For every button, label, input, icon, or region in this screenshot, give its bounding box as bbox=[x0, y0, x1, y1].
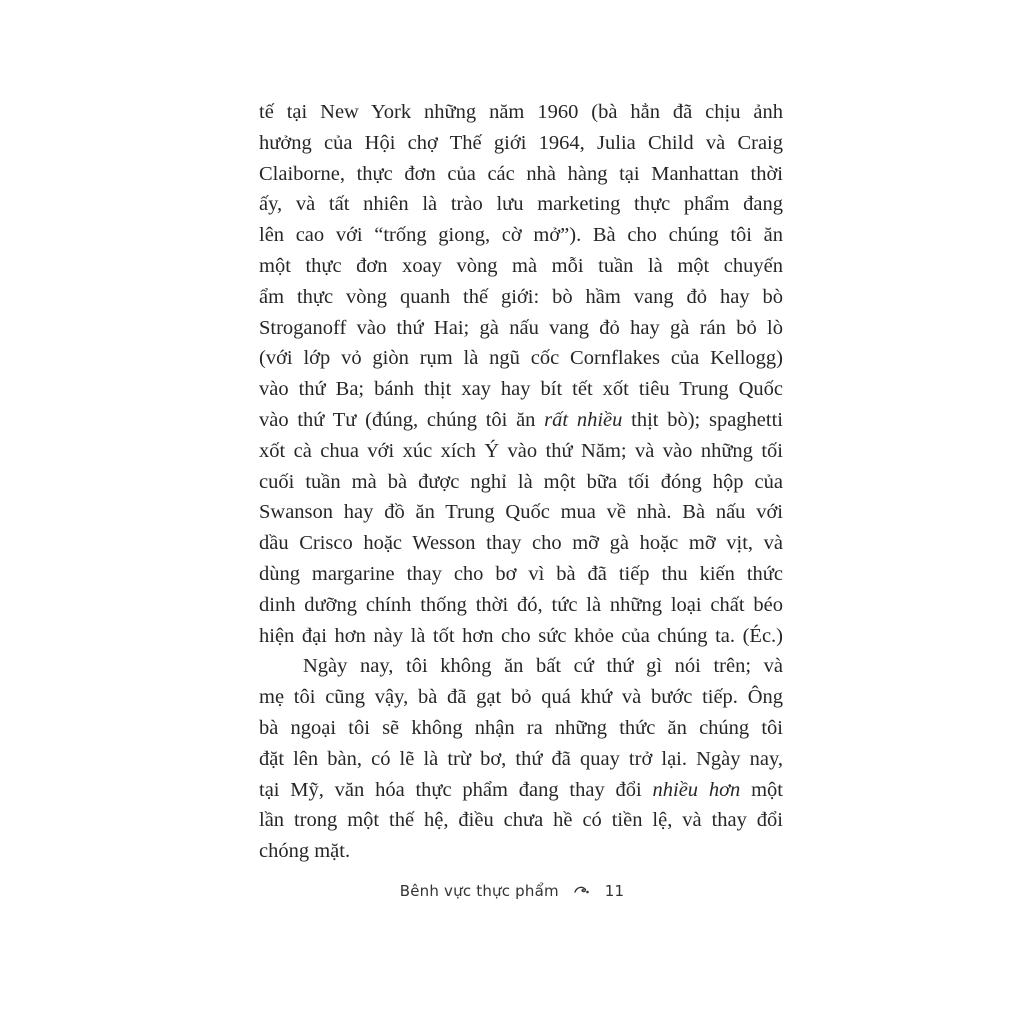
text-line: tế tại New York những năm 1960 (bà hẳn đã chịu ảnh bbox=[259, 101, 783, 123]
text-line: dầu Crisco hoặc Wesson thay cho mỡ gà hoặc mỡ vịt, và bbox=[259, 532, 783, 555]
text-line: ấy, và tất nhiên là trào lưu marketing thực phẩm đang bbox=[259, 193, 783, 216]
text-line: vào thứ Ba; bánh thịt xay hay bít tết xốt tiêu Trung Quốc bbox=[259, 378, 783, 401]
text-line: Claiborne, thực đơn của các nhà hàng tại Manhattan thời bbox=[259, 162, 783, 185]
italic-emphasis: rất nhiều bbox=[544, 408, 623, 431]
page-number: 11 bbox=[604, 882, 625, 900]
text-line: cuối tuần mà bà được nghỉ là một bữa tối đóng hộp của bbox=[259, 470, 783, 493]
text-line: xốt cà chua với xúc xích Ý vào thứ Năm; và vào những tối bbox=[259, 439, 783, 462]
text-line: ẩm thực vòng quanh thế giới: bò hầm vang đỏ hay bò bbox=[259, 285, 783, 308]
text-line: dinh dưỡng chính thống thời đó, tức là những loại chất béo bbox=[259, 593, 783, 616]
text-line: lên cao với “trống giong, cờ mở”). Bà cho chúng tôi ăn bbox=[259, 224, 783, 247]
paragraph-first-line: Ngày nay, tôi không ăn bất cứ thứ gì nói trên; và bbox=[303, 655, 783, 678]
body-text bbox=[259, 97, 783, 867]
text-run: vào thứ Tư (đúng, chúng tôi ăn bbox=[259, 408, 545, 431]
italic-emphasis: nhiều hơn bbox=[652, 778, 741, 801]
text-line: đặt lên bàn, có lẽ là trừ bơ, thứ đã quay trở lại. Ngày nay, bbox=[259, 747, 783, 770]
text-line: hưởng của Hội chợ Thế giới 1964, Julia Child và Craig bbox=[259, 131, 783, 154]
paragraph-last-line: chóng mặt. bbox=[259, 840, 351, 863]
text-run: một bbox=[740, 778, 783, 801]
ornament-icon bbox=[574, 884, 590, 899]
running-title: Bênh vực thực phẩm bbox=[399, 882, 559, 900]
text-line: Swanson hay đồ ăn Trung Quốc mua về nhà. Bà nấu với bbox=[259, 501, 783, 524]
text-line: bà ngoại tôi sẽ không nhận ra những thức ăn chúng tôi bbox=[259, 716, 783, 739]
text-line: mẹ tôi cũng vậy, bà đã gạt bỏ quá khứ và bước tiếp. Ông bbox=[259, 686, 783, 709]
text-line: hiện đại hơn này là tốt hơn cho sức khỏe của chúng ta. (Éc.) bbox=[259, 624, 783, 647]
text-line bbox=[259, 405, 783, 436]
page-footer bbox=[0, 882, 1024, 900]
text-line: Stroganoff vào thứ Hai; gà nấu vang đỏ hay gà rán bỏ lò bbox=[259, 316, 783, 339]
text-line: dùng margarine thay cho bơ vì bà đã tiếp thu kiến thức bbox=[259, 562, 783, 585]
text-run: tại Mỹ, văn hóa thực phẩm đang thay đổi bbox=[259, 778, 653, 801]
text-line bbox=[259, 775, 783, 806]
text-line: lần trong một thế hệ, điều chưa hề có tiền lệ, và thay đổi bbox=[259, 809, 783, 832]
text-line: một thực đơn xoay vòng mà mỗi tuần là một chuyến bbox=[259, 254, 783, 277]
text-run: thịt bò); spaghetti bbox=[622, 408, 783, 431]
text-line: (với lớp vỏ giòn rụm là ngũ cốc Cornflakes của Kellogg) bbox=[259, 347, 783, 370]
